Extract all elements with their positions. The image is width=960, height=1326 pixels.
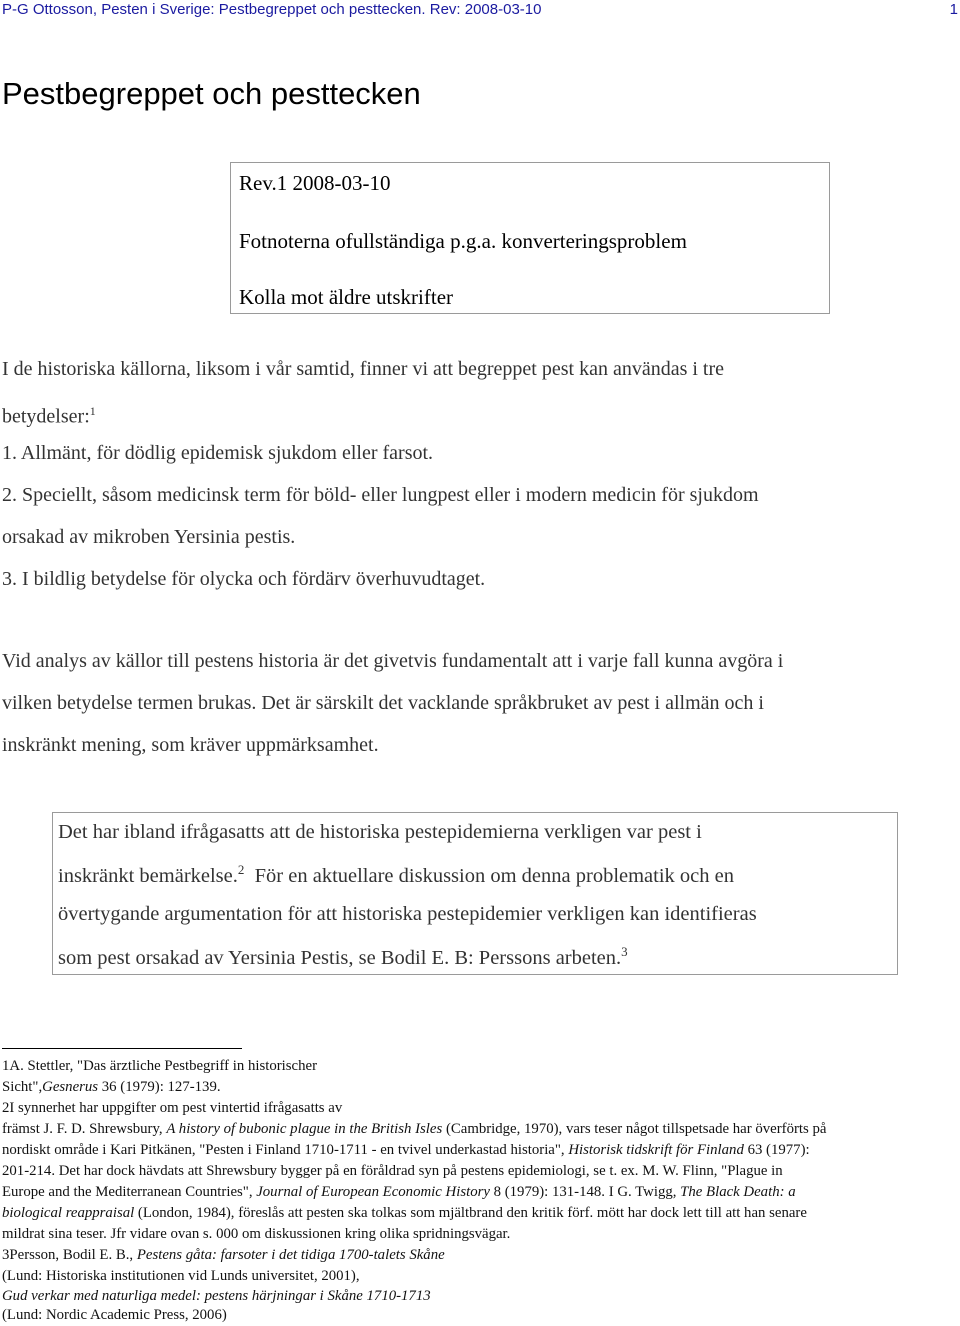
page-header <box>2 0 958 20</box>
footnote-line: nordiskt område i Kari Pitkänen, "Pesten i Finland 1710-1711 - en tvivel underkastad historia", Historisk tidskrift för Finland 63 (1977): <box>2 1142 810 1158</box>
footnote-ref: 1 <box>89 404 96 418</box>
list-item: 2. Speciellt, såsom medicinsk term för böld- eller lungpest eller i modern medicin för sjukdom <box>2 484 759 506</box>
paragraph-line: inskränkt mening, som kräver uppmärksamhet. <box>2 734 379 756</box>
check-note: Kolla mot äldre utskrifter <box>239 285 454 309</box>
footnote-line: (Lund: Nordic Academic Press, 2006) <box>2 1307 227 1323</box>
footnote-line: Europe and the Mediterranean Countries", Journal of European Economic History 8 (1979): 131-148. I G. Twigg, The Black Death: a <box>2 1184 796 1200</box>
paragraph-line: Vid analys av källor till pestens historia är det givetvis fundamentalt att i varje fall kunna avgöra i <box>2 650 784 672</box>
footnote-line: 3Persson, Bodil E. B., Pestens gåta: farsoter i det tidiga 1700-talets Skåne <box>2 1247 445 1263</box>
footnote-line: Gud verkar med naturliga medel: pestens härjningar i Skåne 1710-1713 <box>2 1288 431 1304</box>
intro-line: I de historiska källorna, liksom i vår samtid, finner vi att begreppet pest kan användas i tre <box>2 358 725 380</box>
document-title: Pestbegreppet och pesttecken <box>2 76 421 111</box>
analysis-paragraph <box>2 640 783 766</box>
footnote-line: mildrat sina teser. Jfr vidare ovan s. 000 om diskussionen kring olika spridningsvägar. <box>2 1226 511 1242</box>
footnote-line: 1A. Stettler, "Das ärztliche Pestbegriff in historischer <box>2 1058 318 1074</box>
footnote-line: (Lund: Historiska institutionen vid Lunds universitet, 2001), <box>2 1268 360 1284</box>
quote-line: övertygande argumentation för att historiska pestepidemier verkligen kan identifieras <box>58 903 757 925</box>
intro-paragraph <box>2 348 724 438</box>
header-text: P-G Ottosson, Pesten i Sverige: Pestbegreppet och pesttecken. Rev: 2008-03-10 <box>2 1 542 18</box>
footnote-line: Sicht",Gesnerus 36 (1979): 127-139. <box>2 1079 221 1095</box>
quote-line: som pest orsakad av Yersinia Pestis, se Bodil E. B: Perssons arbeten.$^3$ <box>58 944 628 969</box>
list-item: orsakad av mikroben Yersinia pestis. <box>2 526 296 548</box>
footnote-line: biological reappraisal (London, 1984), föreslås att pesten ska tolkas som mjältbrand den kritik förf. mött har dock lett till att han senare <box>2 1205 807 1221</box>
footnote-line: 201-214. Det har dock hävdats att Shrewsbury bygger på en föråldrad syn på pestens epidemiologi, se t. ex. M. W. Flinn, "Plague in <box>2 1163 783 1179</box>
quote-line: inskränkt bemärkelse.$^2$ För en aktuellare diskussion om denna problematik och en <box>58 862 734 887</box>
footnote-divider <box>2 1048 242 1049</box>
revision-line: Rev.1 2008-03-10 <box>239 171 391 195</box>
footnote-ref: 3 <box>621 944 628 959</box>
footnote-ref: 2 <box>237 862 245 877</box>
footnote-warning: Fotnoterna ofullständiga p.g.a. konverteringsproblem <box>239 229 687 253</box>
footnote-line: 2I synnerhet har uppgifter om pest vintertid ifrågasatts av <box>2 1100 343 1116</box>
meaning-list <box>2 432 759 600</box>
quote-box <box>52 812 898 975</box>
paragraph-line: vilken betydelse termen brukas. Det är särskilt det vacklande språkbruket av pest i allmän och i <box>2 692 764 714</box>
list-item: 1. Allmänt, för dödlig epidemisk sjukdom eller farsot. <box>2 442 434 464</box>
quote-line: Det har ibland ifrågasatts att de historiska pestepidemierna verkligen var pest i <box>58 821 702 843</box>
revision-box <box>230 162 830 314</box>
list-item: 3. I bildlig betydelse för olycka och fördärv överhuvudtaget. <box>2 568 486 590</box>
footnote-line: främst J. F. D. Shrewsbury, A history of bubonic plague in the British Isles (Cambridge, 1970), vars teser något tillspetsade har överförts på <box>2 1121 827 1137</box>
intro-line: betydelser:$^1$ <box>2 404 96 428</box>
page-number: 1 <box>949 1 958 18</box>
